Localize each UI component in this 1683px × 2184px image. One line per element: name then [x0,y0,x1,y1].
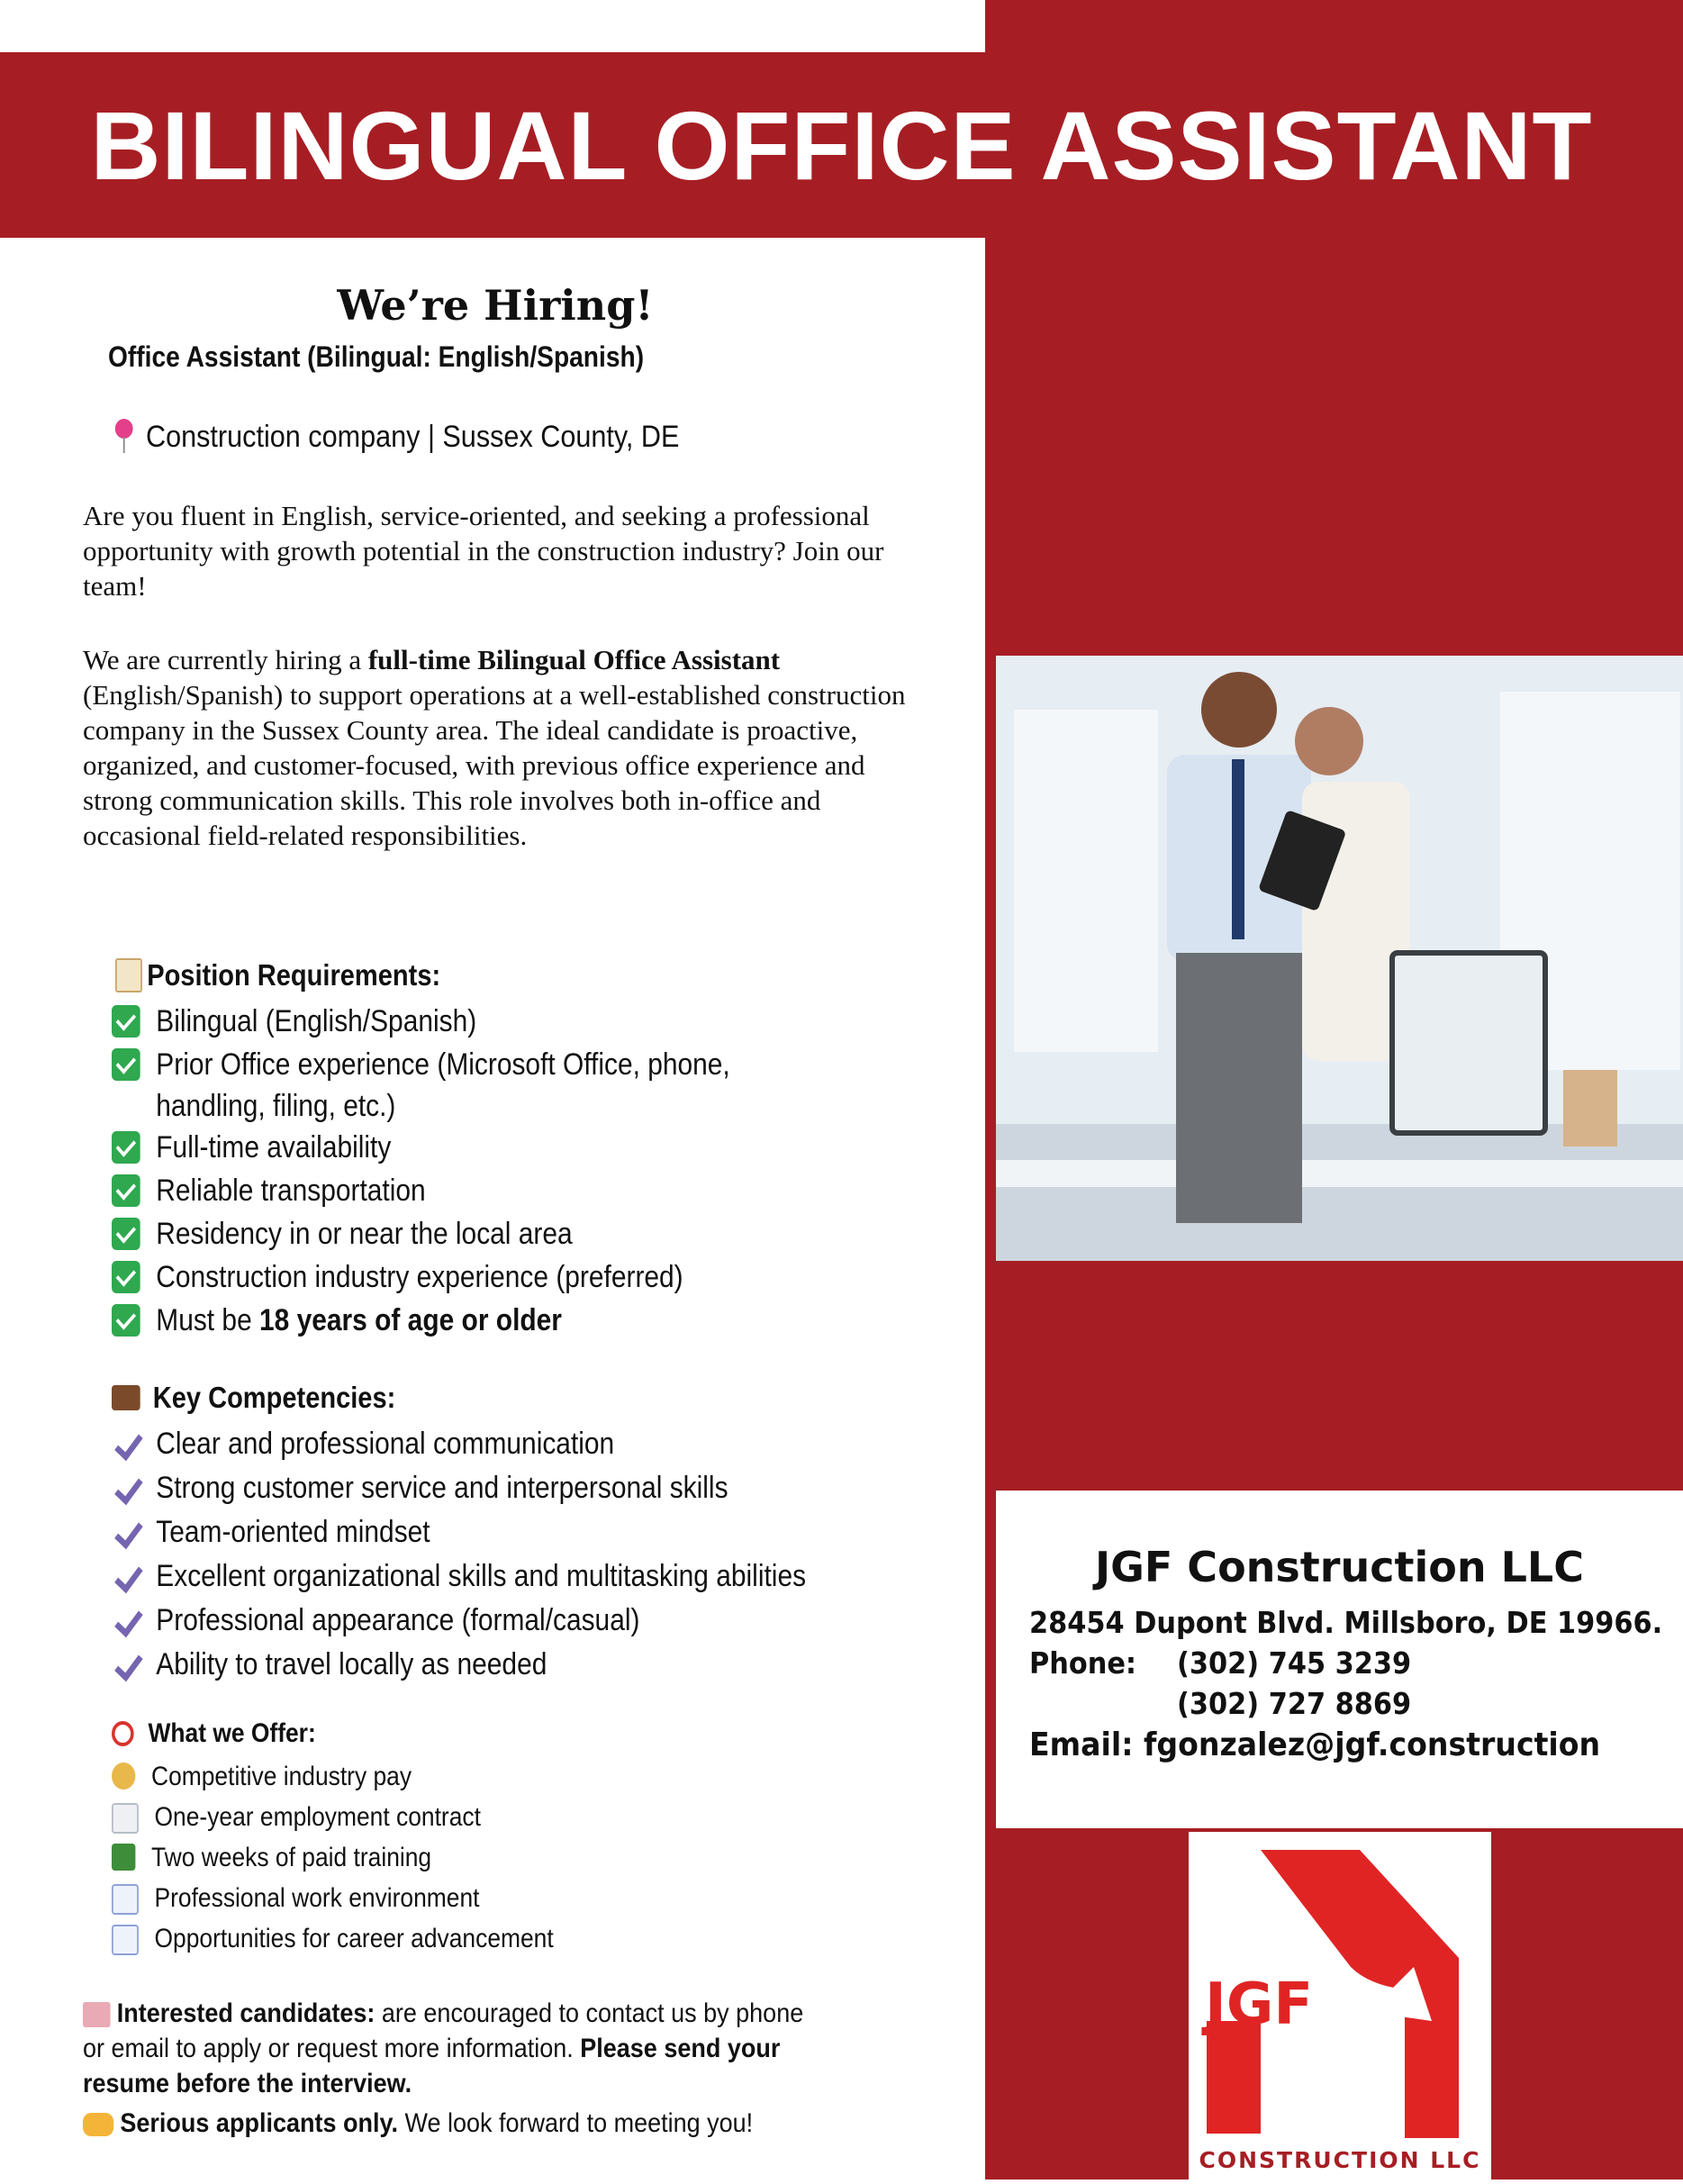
offer-text: One-year employment contract [154,1802,481,1832]
list-item [112,1173,825,1216]
company-name: JGF Construction LLC [1095,1543,1584,1591]
email-line [1029,1726,1600,1763]
office-photo-illustration [996,656,1683,1261]
intro-paragraph: Are you fluent in English, service-oriented, and seeking a professional opportunity with growth potential in the construction industry? Join our team! [83,500,884,602]
requirements-heading [115,958,440,992]
check-icon [112,1005,140,1038]
competency-text: Clear and professional communication [156,1427,615,1461]
age-prefix: Must be [156,1303,260,1337]
resume-note: Please send your resume before the interview. [83,2034,781,2098]
checkmark-icon [112,1519,140,1552]
requirement-text: Bilingual (English/Spanish) [156,1004,477,1038]
description-start: We are currently hiring a [83,644,368,675]
chart-increasing-icon [112,1925,139,1955]
offer-heading [112,1718,316,1749]
logo-letters: JGF [1205,1971,1314,2038]
competency-text: Excellent organizational skills and multitasking abilities [156,1559,807,1593]
list-item [112,1047,825,1088]
checkmark-icon [112,1652,140,1684]
check-icon [112,1304,140,1337]
requirements-heading-text: Position Requirements: [147,958,441,992]
pin-icon [113,419,134,455]
description-end: (English/Spanish) to support operations at a well-established construction company in the Sussex County area. The ideal candidate is proactive, organized, and customer-focused, with previous office experience and strong communication skills. This role involves both in-office and occasional field-related responsibilities. [83,679,906,851]
competency-text: Ability to travel locally as needed [156,1647,547,1681]
checkmark-icon [112,1608,140,1640]
checkmark-icon [112,1431,140,1464]
page-title: BILINGUAL OFFICE ASSISTANT [90,90,1593,200]
offer-text: Two weeks of paid training [151,1843,432,1872]
hiring-heading: We’re Hiring! [337,281,654,330]
list-item [112,1216,825,1259]
list-item [112,1878,825,1918]
requirement-text: Construction industry experience (preferred) [156,1260,683,1294]
money-bag-icon [112,1763,135,1790]
list-item [112,1797,825,1837]
offer-heading-text: What we Offer: [148,1718,316,1748]
list-item [112,1514,825,1558]
description-bold: full-time Bilingual Office Assistant [367,644,781,675]
interested-bold: Interested candidates: [116,1998,376,2028]
offer-list [112,1756,922,1959]
competencies-heading-text: Key Competencies: [152,1381,396,1414]
list-item [112,1259,825,1302]
check-icon [112,1048,140,1081]
competency-text: Strong customer service and interpersonal skills [156,1471,728,1505]
list-item [112,1470,825,1514]
check-icon [112,1131,140,1164]
list-item [112,1837,825,1878]
requirement-text: handling, filing, etc.) [156,1089,396,1123]
chart-increasing-icon [112,1884,139,1915]
check-icon [112,1218,140,1250]
list-item [112,1558,825,1602]
list-item [112,1129,825,1173]
interested-text: are encouraged to contact us by phone or email to apply or request more information. [83,1998,804,2063]
offer-text: Professional work environment [154,1883,480,1913]
check-icon [112,1261,140,1293]
requirement-text: Prior Office experience (Microsoft Office, phone, [156,1047,730,1082]
description-paragraph [83,642,911,853]
phone-label: Phone: [1029,1645,1137,1681]
target-icon [112,1721,134,1746]
interested-note [83,1996,812,2101]
memo-icon [115,958,142,992]
list-item [112,1088,825,1129]
list-item [112,1646,825,1690]
checkmark-icon [112,1563,140,1596]
job-subtitle: Office Assistant (Bilingual: English/Spanish) [108,340,645,373]
location-line [113,419,679,455]
email-label: Email: [1029,1726,1134,1763]
check-icon [112,1174,140,1207]
requirement-text [156,1302,562,1338]
email-address[interactable]: fgonzalez@jgf.construction [1143,1726,1601,1763]
serious-text: We look forward to meeting you! [397,2108,754,2138]
company-address: 28454 Dupont Blvd. Millsboro, DE 19966. [1029,1605,1663,1640]
office-photo [996,656,1683,1261]
offer-text: Opportunities for career advancement [154,1924,554,1953]
serious-bold: Serious applicants only. [120,2108,398,2138]
requirement-text: Residency in or near the local area [156,1217,573,1251]
age-bold: 18 years of age or older [259,1303,562,1337]
checkmark-icon [112,1475,140,1508]
list-item [112,1756,825,1797]
competency-text: Team-oriented mindset [156,1515,430,1549]
competencies-heading [112,1381,395,1415]
company-logo [1189,1832,1491,2179]
competency-text: Professional appearance (formal/casual) [156,1603,640,1637]
phone-number-2[interactable]: (302) 727 8869 [1177,1686,1412,1721]
requirement-text: Full-time availability [156,1130,392,1164]
offer-text: Competitive industry pay [151,1762,412,1791]
briefcase-icon [112,1385,140,1410]
list-item [112,1302,825,1346]
inbox-tray-icon [83,2002,111,2027]
document-icon [112,1803,139,1834]
serious-note [83,2106,812,2141]
competencies-list [112,1426,922,1690]
requirements-list [112,1003,922,1346]
location-text: Construction company | Sussex County, DE [146,419,680,454]
list-item [112,1003,825,1047]
list-item [112,1602,825,1646]
pointing-hand-icon [83,2113,113,2136]
requirement-text: Reliable transportation [156,1174,426,1208]
phone-number-1[interactable]: (302) 745 3239 [1177,1645,1412,1681]
list-item [112,1918,825,1959]
list-item [112,1426,825,1470]
worker-icon [112,1844,135,1871]
logo-subtitle: CONSTRUCTION LLC [1199,2147,1481,2173]
